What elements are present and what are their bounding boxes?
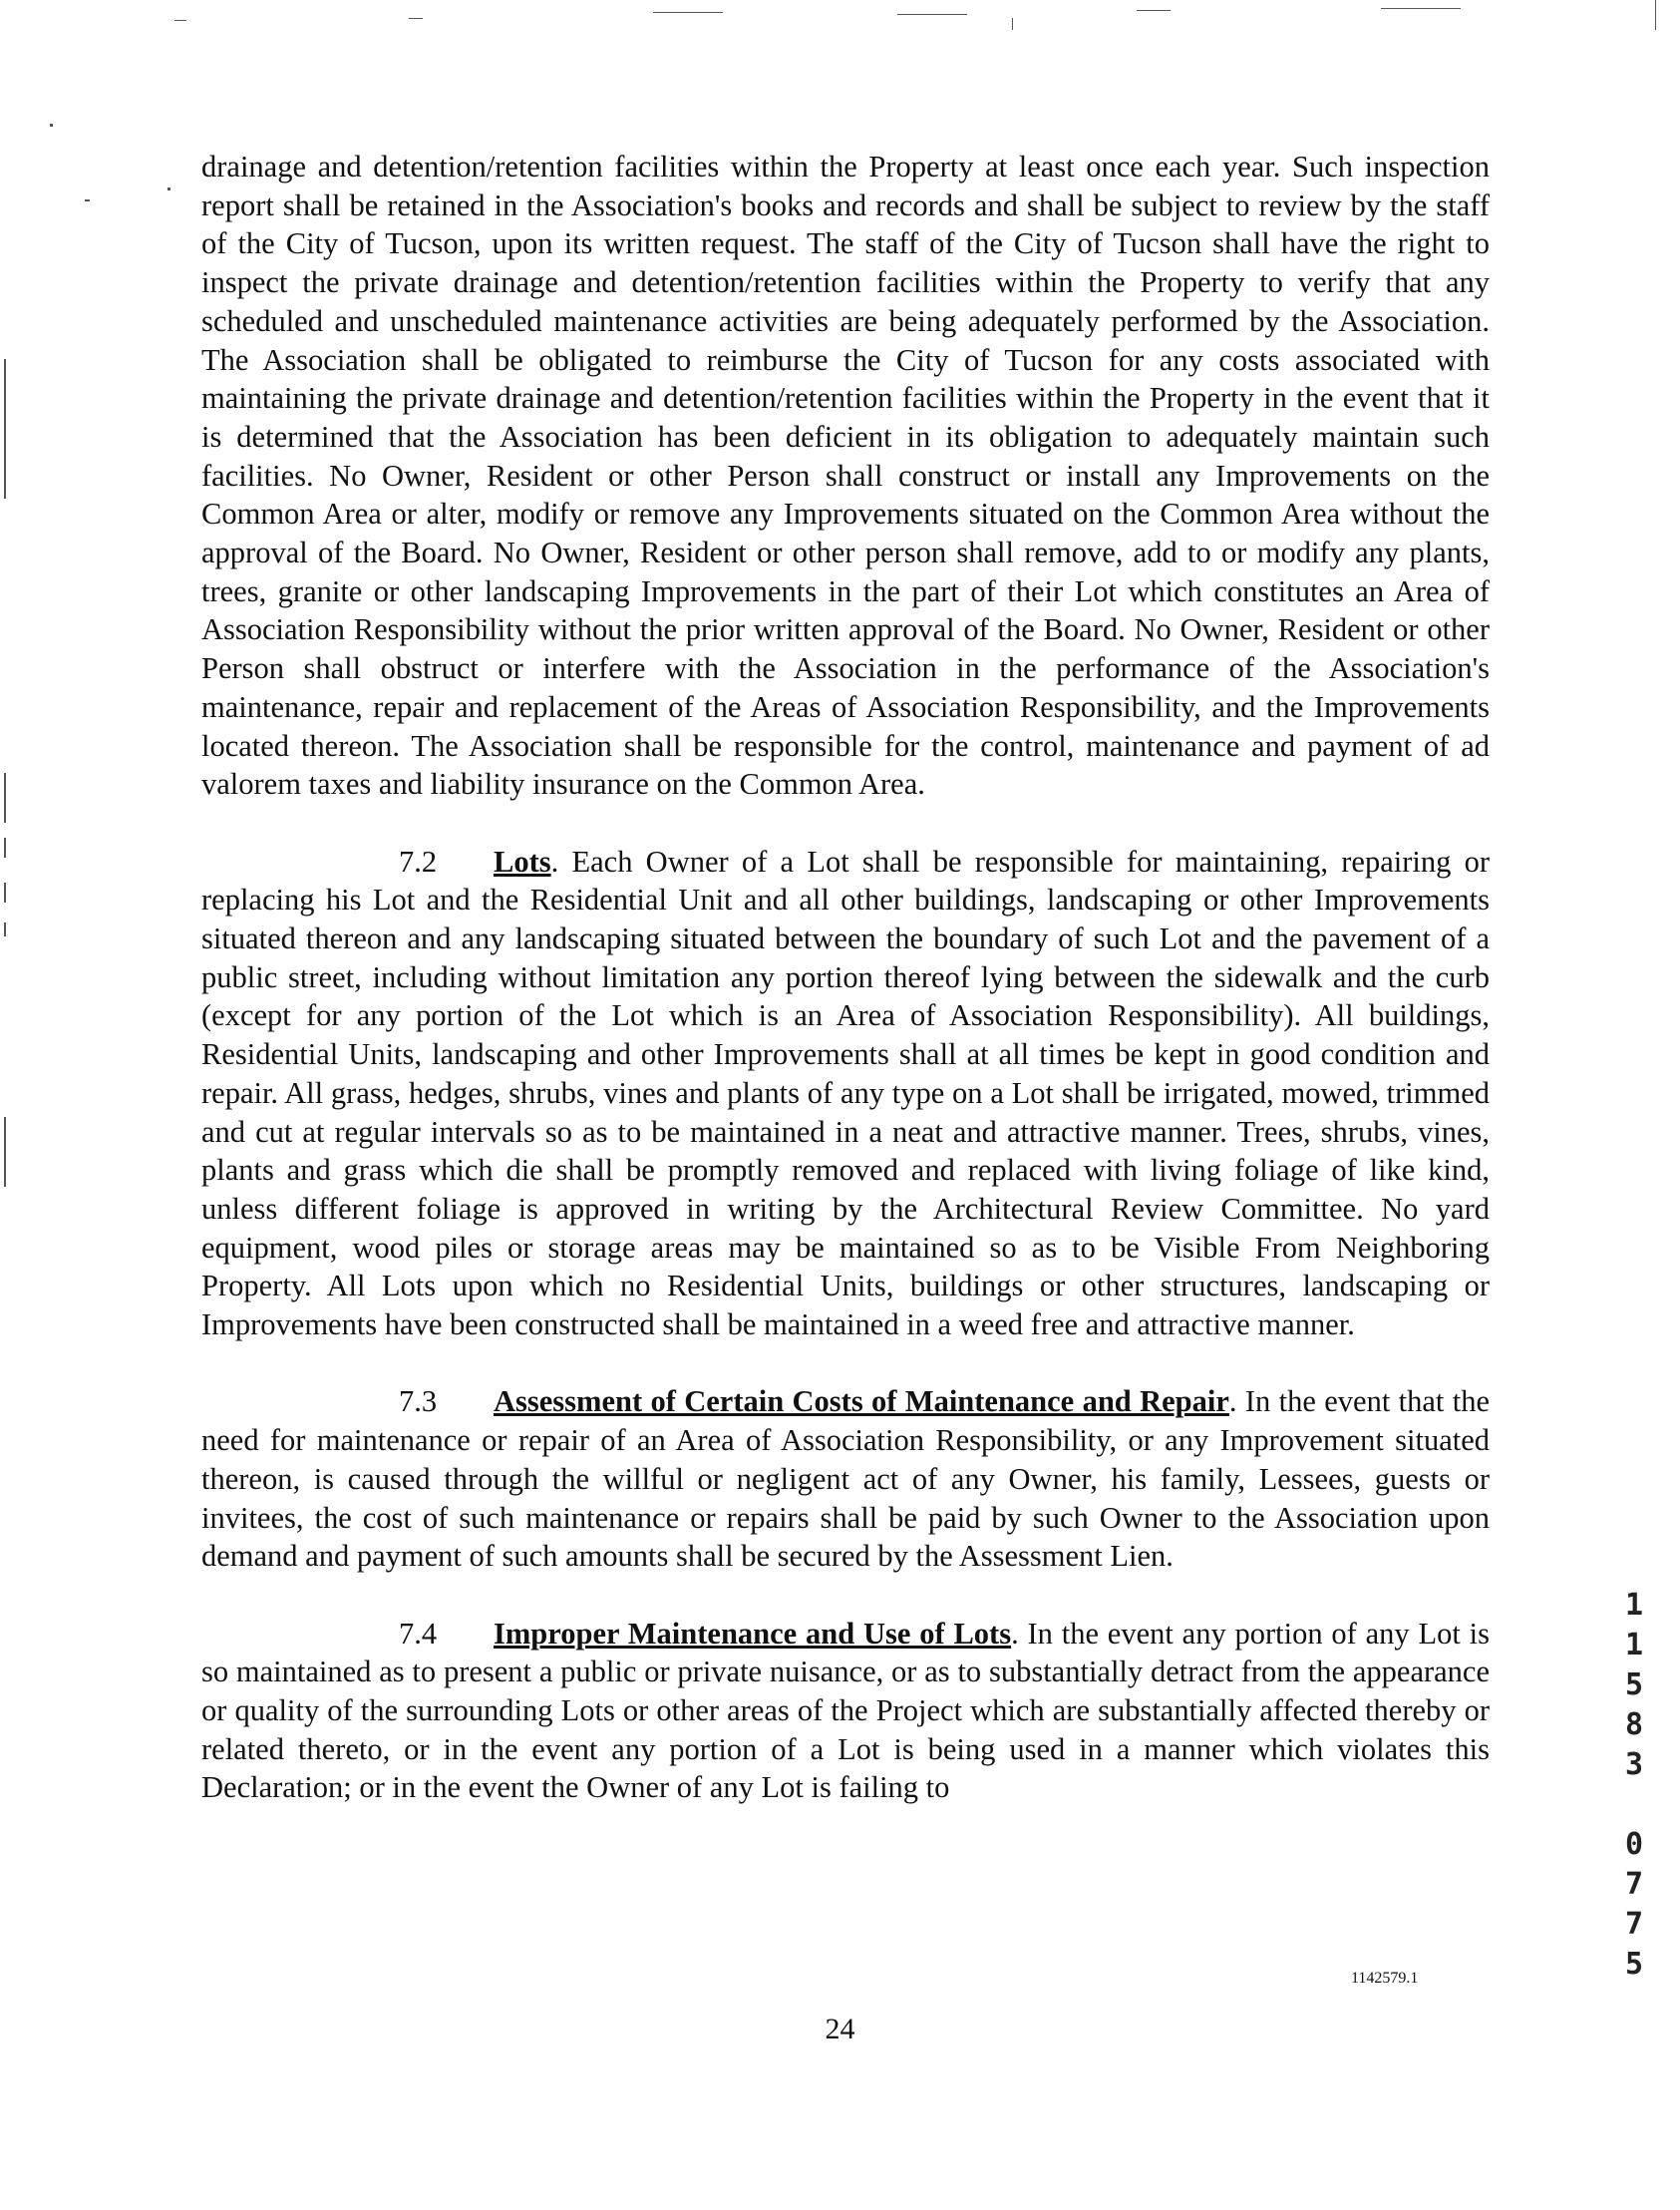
recording-stamp <box>1619 1586 1649 1985</box>
scan-mark-top-7 <box>1381 8 1461 9</box>
section-body: . In the event any portion of any Lot is so maintained as to present a public or private nuisance, or as to substantially detract from the appearance or quality of the surrounding Lots or other areas of the Project which are substantially affected thereby or related thereto, or in the event any portion of a Lot is being used in a manner which violates this Declaration; or in the event the Owner of any Lot is failing to <box>201 1616 1490 1805</box>
stamp-digit: 8 <box>1624 1707 1644 1742</box>
scan-mark-top-1 <box>174 20 186 21</box>
margin-bar-1 <box>4 359 6 499</box>
margin-bar-3 <box>4 838 6 858</box>
stamp-digit: 1 <box>1624 1628 1644 1662</box>
stamp-digit: 5 <box>1624 1667 1644 1702</box>
stamp-digit: 7 <box>1624 1867 1644 1902</box>
section-7-2 <box>201 843 1490 1344</box>
document-body <box>201 148 1490 1807</box>
scan-mark-top-3 <box>653 12 723 13</box>
margin-bar-4 <box>4 883 6 903</box>
stamp-digit: 5 <box>1624 1947 1644 1982</box>
section-body: . In the event that the need for maintenance or repair of an Area of Association Responsibility, or any Improvement situated thereon, is caused through the willful or negligent act of any Owner, his family, Lessees, guests or invitees, the cost of such maintenance or repairs shall be paid by such Owner to the Association upon demand and payment of such amounts shall be secured by the Assessment Lien. <box>201 1384 1490 1574</box>
section-7-3 <box>201 1382 1490 1576</box>
section-number: 7.3 <box>399 1384 438 1419</box>
paragraph-continued <box>201 148 1490 804</box>
section-title: Assessment of Certain Costs of Maintenance and Repair <box>494 1384 1229 1419</box>
scan-mark-dot-2 <box>168 187 170 190</box>
section-7-4 <box>201 1615 1490 1808</box>
section-number: 7.4 <box>399 1616 438 1651</box>
stamp-digit: 0 <box>1624 1827 1644 1862</box>
margin-bar-5 <box>4 922 6 936</box>
scan-mark-top-4 <box>897 14 967 15</box>
scan-mark-top-6 <box>1137 10 1171 11</box>
scan-mark-dot-3 <box>85 199 90 201</box>
scan-mark-top-2 <box>409 18 423 19</box>
paragraph-text: drainage and detention/retention facilities within the Property at least once each year. Such inspection report shall be retained in the Association's books and records and shall be subject to review by the staff of the City of Tucson, upon its written request. The staff of the City of Tucson shall have the right to inspect the private drainage and detention/retention facilities within the Property to verify that any scheduled and unscheduled maintenance activities are being adequately performed by the Association. The Association shall be obligated to reimburse the City of Tucson for any costs associated with maintaining the private drainage and detention/retention facilities within the Property in the event that it is determined that the Association has been deficient in its obligation to adequately maintain such facilities. No Owner, Resident or other Person shall construct or install any Improvements on the Common Area or alter, modify or remove any Improvements situated on the Common Area without the approval of the Board. No Owner, Resident or other person shall remove, add to or modify any plants, trees, granite or other landscaping Improvements in the part of their Lot which constitutes an Area of Association Responsibility without the prior written approval of the Board. No Owner, Resident or other Person shall obstruct or interfere with the Association in the performance of the Association's maintenance, repair and replacement of the Areas of Association Responsibility, and the Improvements located thereon. The Association shall be responsible for the control, maintenance and payment of ad valorem taxes and liability insurance on the Common Area. <box>201 150 1490 802</box>
margin-bar-2 <box>4 773 6 823</box>
section-title: Improper Maintenance and Use of Lots <box>494 1616 1012 1651</box>
scan-mark-right-edge <box>1655 0 1656 30</box>
document-code: 1142579.1 <box>1351 1970 1419 1987</box>
section-number: 7.2 <box>399 844 438 879</box>
stamp-digit: 7 <box>1624 1907 1644 1942</box>
page-number: 24 <box>825 2013 855 2045</box>
stamp-digit: 1 <box>1624 1588 1644 1623</box>
section-body: . Each Owner of a Lot shall be responsible for maintaining, repairing or replacing his Lot and the Residential Unit and all other buildings, landscaping or other Improvements situated thereon and any landscaping situated between the boundary of such Lot and the pavement of a public street, including without limitation any portion thereof lying between the sidewalk and the curb (except for any portion of the Lot which is an Area of Association Responsibility). All buildings, Residential Units, landscaping and other Improvements shall at all times be kept in good condition and repair. All grass, hedges, shrubs, vines and plants of any type on a Lot shall be irrigated, mowed, trimmed and cut at regular intervals so as to be maintained in a neat and attractive manner. Trees, shrubs, vines, plants and grass which die shall be promptly removed and replaced with living foliage of like kind, unless different foliage is approved in writing by the Architectural Review Committee. No yard equipment, wood piles or storage areas may be maintained so as to be Visible From Neighboring Property. All Lots upon which no Residential Units, buildings or other structures, landscaping or Improvements have been constructed shall be maintained in a weed free and attractive manner. <box>201 844 1490 1342</box>
scan-mark-dot-1 <box>50 124 53 127</box>
stamp-digit: 3 <box>1624 1747 1644 1782</box>
margin-bar-6 <box>4 1117 6 1187</box>
scan-mark-top-5 <box>1012 18 1013 30</box>
section-title: Lots <box>494 844 551 879</box>
